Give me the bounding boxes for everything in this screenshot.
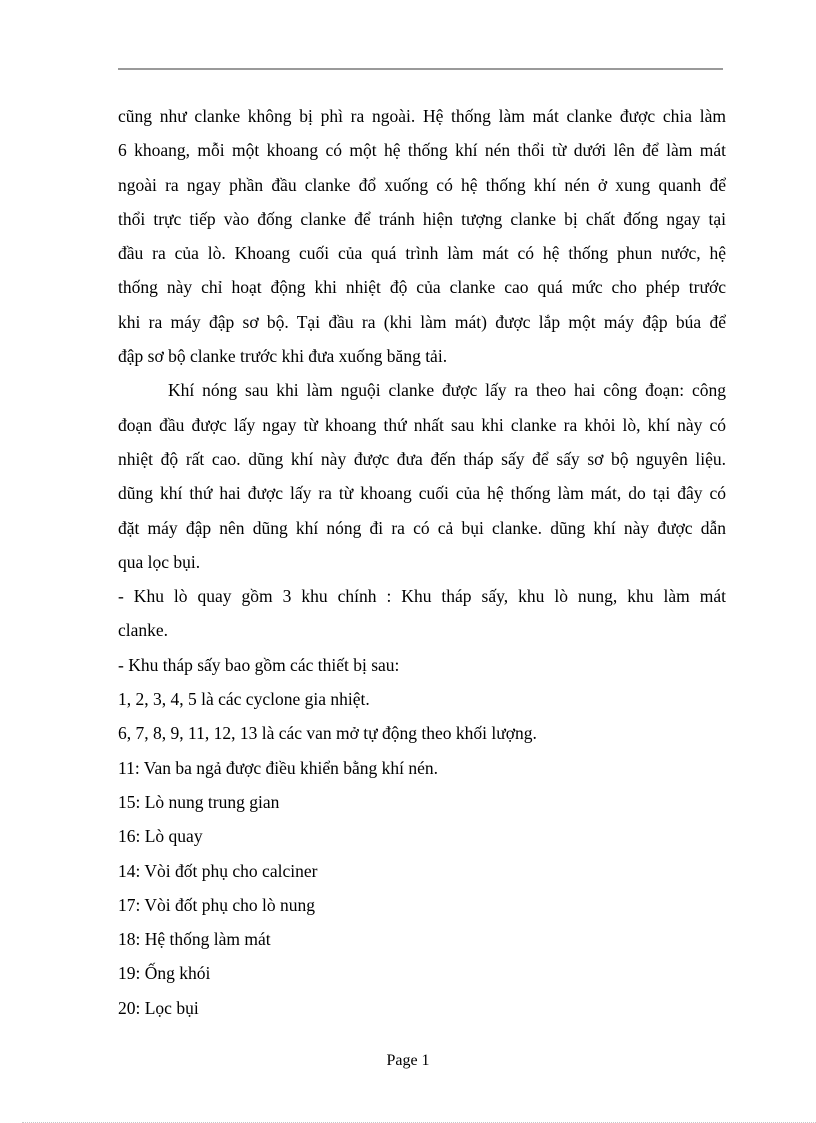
bullet-line: clanke.	[118, 620, 169, 641]
list-item: 16: Lò quay	[118, 826, 203, 847]
paragraph-2-line: Khí nóng sau khi làm nguội clanke được lấy ra theo hai công đoạn: công	[168, 380, 726, 401]
list-item: 14: Vòi đốt phụ cho calciner	[118, 860, 318, 881]
bullet-line: - Khu tháp sấy bao gồm các thiết bị sau:	[118, 654, 400, 675]
page-number: Page 1	[386, 1052, 430, 1069]
paragraph-2-line: đoạn đầu được lấy ngay từ khoang thứ nhất sau khi clanke ra khỏi lò, khí này có	[118, 414, 726, 435]
paragraph-1-line: thổi trực tiếp vào đống clanke để tránh hiện tượng clanke bị chất đống ngay tại	[118, 208, 726, 229]
paragraph-1-line: cũng như clanke không bị phì ra ngoài. Hệ thống làm mát clanke được chia làm	[118, 106, 726, 126]
list-item: 15: Lò nung trung gian	[118, 791, 280, 812]
list-item: 11: Van ba ngả được điều khiển bằng khí nén.	[118, 757, 439, 778]
paragraph-1-line: thống này chỉ hoạt động khi nhiệt độ của clanke cao quá mức cho phép trước	[118, 277, 726, 298]
document-body	[118, 99, 726, 1025]
paragraph-2-line: nhiệt độ rất cao. dũng khí này được đưa đến tháp sấy để sấy sơ bộ nguyên liệu.	[118, 448, 726, 469]
paragraph-1-line: 6 khoang, mỗi một khoang có một hệ thống khí nén thổi từ dưới lên để làm mát	[118, 140, 726, 161]
list-item: 18: Hệ thống làm mát	[118, 929, 271, 950]
list-item: 6, 7, 8, 9, 11, 12, 13 là các van mở tự động theo khối lượng.	[118, 723, 537, 744]
list-item: 1, 2, 3, 4, 5 là các cyclone gia nhiệt.	[118, 689, 370, 710]
paragraph-1-line: ngoài ra ngay phần đầu clanke đổ xuống có hệ thống khí nén ở xung quanh để	[118, 174, 726, 195]
paragraph-1-line: khi ra máy đập sơ bộ. Tại đầu ra (khi làm mát) được lắp một máy đập búa để	[118, 311, 726, 332]
list-item: 17: Vòi đốt phụ cho lò nung	[118, 894, 316, 915]
header-rule	[118, 68, 723, 70]
list-item: 20: Lọc bụi	[118, 997, 199, 1018]
paragraph-1-line: đầu ra của lò. Khoang cuối của quá trình làm mát có hệ thống phun nước, hệ	[118, 243, 726, 264]
list-item: 19: Ống khói	[118, 963, 211, 984]
paragraph-2-line: qua lọc bụi.	[118, 551, 201, 572]
paragraph-2-line: dũng khí thứ hai được lấy ra từ khoang cuối của hệ thống làm mát, do tại đây có	[118, 483, 726, 504]
paragraph-2-line: đặt máy đập nên dũng khí nóng đi ra có cả bụi clanke. dũng khí này được dẫn	[118, 517, 726, 538]
paragraph-1-line: đập sơ bộ clanke trước khi đưa xuống băng tải.	[118, 346, 448, 367]
bullet-line: - Khu lò quay gồm 3 khu chính : Khu tháp sấy, khu lò nung, khu làm mát	[118, 586, 726, 607]
